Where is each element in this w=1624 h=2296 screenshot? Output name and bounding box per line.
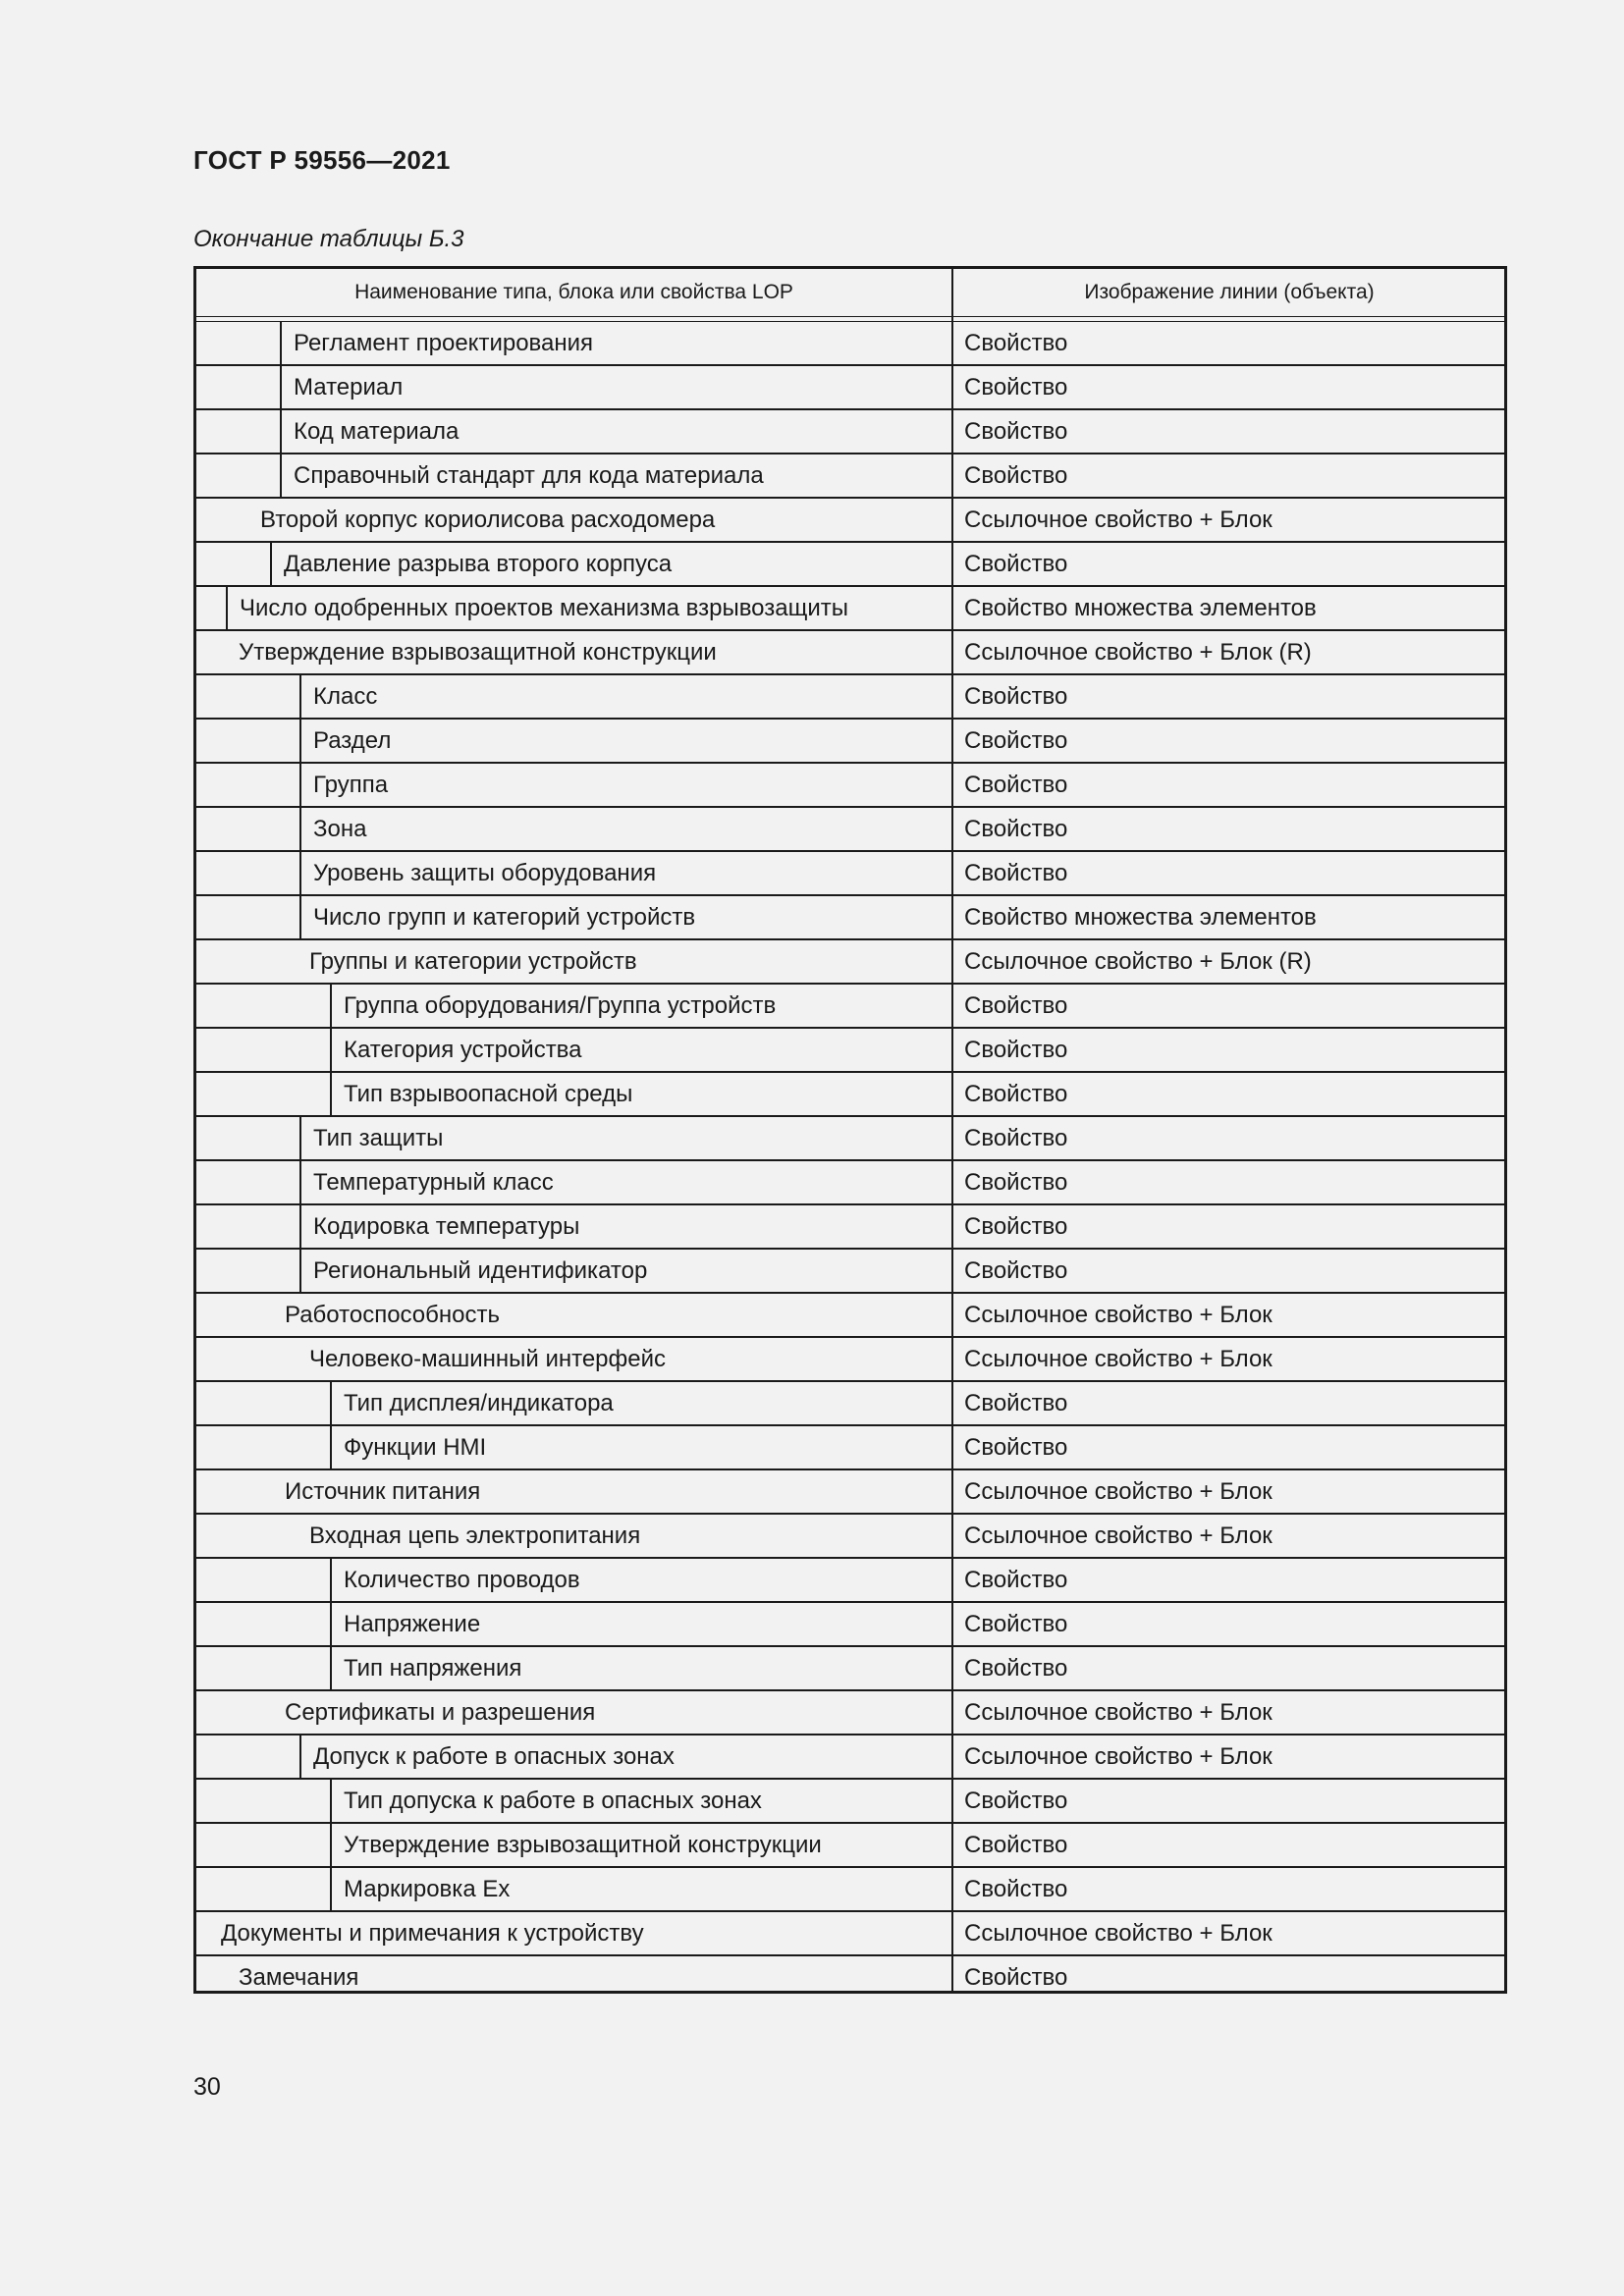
row-image: Ссылочное свойство + Блок (964, 1522, 1272, 1549)
table-row (196, 852, 1504, 896)
table-row (196, 631, 1504, 675)
row-name: Число одобренных проектов механизма взрывозащиты (226, 587, 946, 631)
table-row (196, 985, 1504, 1029)
table-body (196, 322, 1504, 2001)
row-name: Напряжение (330, 1603, 946, 1647)
row-image: Свойство (964, 1257, 1068, 1284)
table-row (196, 1780, 1504, 1824)
row-image: Свойство (964, 1655, 1068, 1682)
row-name: Сертификаты и разрешения (285, 1699, 596, 1726)
table-row (196, 1647, 1504, 1691)
row-image: Свойство (964, 418, 1068, 445)
table-row (196, 1073, 1504, 1117)
row-name: Источник питания (285, 1478, 481, 1505)
row-image: Свойство (964, 1964, 1068, 1991)
table-row (196, 1250, 1504, 1294)
table-row (196, 1470, 1504, 1515)
table-row (196, 1824, 1504, 1868)
row-name: Регламент проектирования (280, 322, 946, 366)
row-name: Категория устройства (330, 1029, 946, 1073)
table-header (196, 269, 1504, 317)
row-name: Человеко-машинный интерфейс (309, 1346, 667, 1372)
row-name: Класс (299, 675, 946, 720)
table-row (196, 1515, 1504, 1559)
row-image: Свойство (964, 1213, 1068, 1240)
table-row (196, 1868, 1504, 1912)
table-row (196, 1294, 1504, 1338)
row-image: Свойство (964, 1125, 1068, 1151)
row-name: Раздел (299, 720, 946, 764)
row-name: Тип взрывоопасной среды (330, 1073, 946, 1117)
row-image: Свойство (964, 992, 1068, 1019)
row-name: Зона (299, 808, 946, 852)
row-name: Тип защиты (299, 1117, 946, 1161)
table-row (196, 1426, 1504, 1470)
row-image: Свойство множества элементов (964, 904, 1317, 931)
row-image: Ссылочное свойство + Блок (964, 1699, 1272, 1726)
row-image: Ссылочное свойство + Блок (R) (964, 639, 1312, 666)
row-name: Справочный стандарт для кода материала (280, 454, 946, 499)
row-name: Региональный идентификатор (299, 1250, 946, 1294)
row-image: Свойство (964, 1832, 1068, 1858)
row-image: Свойство (964, 860, 1068, 886)
row-name: Функции HMI (330, 1426, 946, 1470)
table-row (196, 1691, 1504, 1735)
row-name: Группы и категории устройств (309, 948, 637, 975)
row-image: Ссылочное свойство + Блок (964, 1302, 1272, 1328)
row-name: Материал (280, 366, 946, 410)
table-row (196, 410, 1504, 454)
row-image: Свойство (964, 1876, 1068, 1902)
row-name: Работоспособность (285, 1302, 500, 1328)
row-name: Утверждение взрывозащитной конструкции (330, 1824, 946, 1868)
row-image: Свойство (964, 1434, 1068, 1461)
table-row (196, 1161, 1504, 1205)
row-image: Свойство (964, 727, 1068, 754)
row-image: Свойство множества элементов (964, 595, 1317, 621)
row-image: Ссылочное свойство + Блок (964, 1346, 1272, 1372)
table-row (196, 1029, 1504, 1073)
header-name: Наименование типа, блока или свойства LOP (354, 281, 793, 303)
row-image: Ссылочное свойство + Блок (964, 507, 1272, 533)
page-number: 30 (193, 2073, 221, 2101)
row-name: Маркировка Ex (330, 1868, 946, 1912)
document-code: ГОСТ Р 59556—2021 (193, 145, 451, 175)
row-name: Утверждение взрывозащитной конструкции (239, 639, 717, 666)
row-name: Входная цепь электропитания (309, 1522, 641, 1549)
row-name: Второй корпус кориолисова расходомера (260, 507, 716, 533)
table-row (196, 1735, 1504, 1780)
table-row (196, 720, 1504, 764)
table-row (196, 587, 1504, 631)
table-row (196, 896, 1504, 940)
row-image: Свойство (964, 1567, 1068, 1593)
row-name: Замечания (239, 1964, 359, 1991)
row-image: Свойство (964, 1788, 1068, 1814)
table-row (196, 1117, 1504, 1161)
row-image: Свойство (964, 462, 1068, 489)
row-image: Свойство (964, 1169, 1068, 1196)
row-name: Кодировка температуры (299, 1205, 946, 1250)
table-row (196, 675, 1504, 720)
row-name: Документы и примечания к устройству (221, 1920, 644, 1947)
table-caption: Окончание таблицы Б.3 (193, 226, 464, 252)
table-row (196, 1338, 1504, 1382)
table-row (196, 1956, 1504, 2001)
table-row (196, 1205, 1504, 1250)
row-image: Свойство (964, 1390, 1068, 1416)
row-image: Свойство (964, 1081, 1068, 1107)
row-image: Свойство (964, 374, 1068, 400)
row-image: Свойство (964, 772, 1068, 798)
row-image: Свойство (964, 1611, 1068, 1637)
row-image: Свойство (964, 330, 1068, 356)
row-name: Группа (299, 764, 946, 808)
table-row (196, 808, 1504, 852)
table-row (196, 322, 1504, 366)
row-image: Ссылочное свойство + Блок (964, 1743, 1272, 1770)
row-image: Свойство (964, 551, 1068, 577)
row-name: Код материала (280, 410, 946, 454)
row-name: Допуск к работе в опасных зонах (299, 1735, 946, 1780)
row-name: Количество проводов (330, 1559, 946, 1603)
row-image: Ссылочное свойство + Блок (964, 1920, 1272, 1947)
row-name: Группа оборудования/Группа устройств (330, 985, 946, 1029)
row-image: Ссылочное свойство + Блок (R) (964, 948, 1312, 975)
row-name: Температурный класс (299, 1161, 946, 1205)
row-name: Тип допуска к работе в опасных зонах (330, 1780, 946, 1824)
table-row (196, 1382, 1504, 1426)
row-name: Тип дисплея/индикатора (330, 1382, 946, 1426)
row-image: Свойство (964, 816, 1068, 842)
row-image: Ссылочное свойство + Блок (964, 1478, 1272, 1505)
row-image: Свойство (964, 683, 1068, 710)
table-row (196, 454, 1504, 499)
table-row (196, 1603, 1504, 1647)
row-name: Число групп и категорий устройств (299, 896, 946, 940)
table-row (196, 499, 1504, 543)
table-row (196, 543, 1504, 587)
table-row (196, 1559, 1504, 1603)
row-image: Свойство (964, 1037, 1068, 1063)
row-name: Тип напряжения (330, 1647, 946, 1691)
row-name: Давление разрыва второго корпуса (270, 543, 946, 587)
header-image: Изображение линии (объекта) (1084, 281, 1375, 303)
properties-table (193, 266, 1507, 1994)
row-name: Уровень защиты оборудования (299, 852, 946, 896)
table-row (196, 1912, 1504, 1956)
table-row (196, 764, 1504, 808)
table-row (196, 366, 1504, 410)
table-row (196, 940, 1504, 985)
